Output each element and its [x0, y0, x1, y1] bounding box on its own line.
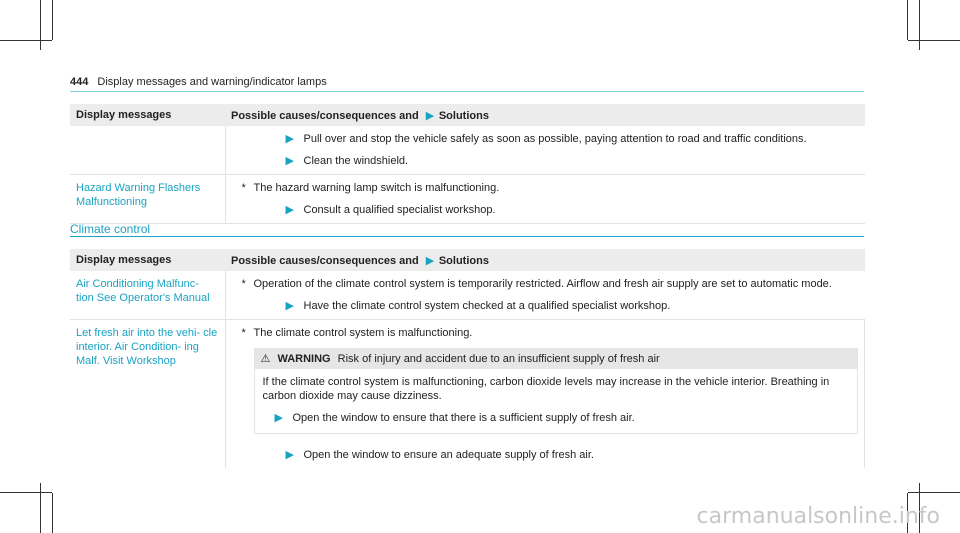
bullet-icon: * — [241, 327, 246, 339]
column-header-causes-text: Possible causes/consequences and — [231, 109, 419, 122]
crop-mark — [908, 40, 960, 41]
step-item — [286, 154, 860, 168]
warning-body — [255, 369, 858, 433]
step-text: Pull over and stop the vehicle safely as soon as possible, paying attention to road and traffic conditions. — [303, 133, 807, 145]
column-header-display-messages: Display messages — [70, 104, 225, 126]
column-header-solutions-text: Solutions — [438, 254, 489, 267]
bullet-icon: * — [241, 278, 246, 290]
arrow-right-icon: ▶ — [285, 155, 294, 167]
bullet-icon: * — [241, 182, 246, 194]
step-text: Clean the windshield. — [303, 155, 409, 167]
arrow-right-icon: ▶ — [285, 133, 294, 145]
crop-mark — [907, 0, 908, 40]
step-item — [242, 299, 859, 313]
display-message-cell: Let fresh air into the vehi- cle interior. Air Condition- ing Malf. Visit Workshop — [70, 320, 225, 469]
arrow-right-icon: ▶ — [425, 109, 435, 122]
crop-mark — [0, 40, 52, 41]
table-row — [70, 175, 865, 224]
table-row — [70, 271, 865, 320]
column-header-causes-text: Possible causes/consequences and — [231, 254, 419, 267]
warning-triangle-icon: ⚠ — [260, 353, 271, 365]
header-divider — [70, 91, 864, 92]
solutions-cell — [225, 271, 865, 320]
messages-table-1 — [70, 104, 865, 224]
cause-text: Operation of the climate control system is temporarily restricted. Airflow and fresh air supply are set to automatic mode. — [253, 278, 832, 290]
page-header — [70, 76, 327, 88]
column-header-causes — [225, 249, 865, 271]
step-item — [263, 411, 850, 425]
arrow-right-icon: ▶ — [425, 254, 435, 267]
crop-mark — [0, 492, 52, 493]
step-text: Have the climate control system checked at a qualified specialist workshop. — [303, 300, 671, 312]
column-header-causes — [225, 104, 865, 126]
solutions-cell — [225, 320, 865, 469]
cause-text: The climate control system is malfunctioning. — [253, 327, 473, 339]
messages-table-2 — [70, 249, 865, 468]
arrow-right-icon: ▶ — [274, 412, 283, 424]
table-row — [70, 320, 865, 469]
cause-item — [242, 181, 860, 195]
section-title: Climate control — [70, 222, 151, 236]
warning-heading: Risk of injury and accident due to an insufficient supply of fresh air — [337, 353, 660, 365]
arrow-right-icon: ▶ — [285, 449, 294, 461]
crop-mark — [52, 0, 53, 40]
cause-item — [242, 277, 859, 291]
crop-mark — [52, 493, 53, 533]
warning-box — [254, 348, 859, 434]
page-header-title: Display messages and warning/indicator lamps — [97, 76, 327, 88]
crop-mark — [40, 483, 41, 533]
column-header-solutions-text: Solutions — [438, 109, 489, 122]
step-text: Open the window to ensure that there is a sufficient supply of fresh air. — [292, 412, 635, 424]
arrow-right-icon: ▶ — [285, 204, 294, 216]
warning-label: WARNING — [277, 353, 331, 365]
cause-item — [242, 326, 859, 340]
column-header-display-messages: Display messages — [70, 249, 225, 271]
display-message-cell: Air Conditioning Malfunc- tion See Operator's Manual — [70, 271, 225, 320]
table-row — [70, 126, 865, 175]
crop-mark — [919, 0, 920, 50]
crop-mark — [908, 492, 960, 493]
step-item — [242, 203, 860, 217]
section-divider — [70, 236, 864, 237]
table-header-row — [70, 249, 865, 271]
table-header-row — [70, 104, 865, 126]
solutions-cell — [225, 126, 865, 175]
step-item — [242, 448, 859, 462]
page-number: 444 — [70, 76, 89, 88]
watermark: carmanualsonline.info — [696, 504, 940, 529]
warning-text: If the climate control system is malfunctioning, carbon dioxide levels may increase in the vehicle interior. Breathing in carbon dioxide may cause dizziness. — [262, 376, 830, 402]
step-text: Open the window to ensure an adequate supply of fresh air. — [303, 449, 594, 461]
solutions-cell — [225, 175, 865, 224]
step-text: Consult a qualified specialist workshop. — [303, 204, 496, 216]
cause-text: The hazard warning lamp switch is malfunctioning. — [253, 182, 500, 194]
warning-header — [255, 349, 858, 369]
step-item — [286, 132, 860, 146]
display-message-cell: Hazard Warning Flashers Malfunctioning — [70, 175, 225, 224]
display-message-cell — [70, 126, 225, 175]
arrow-right-icon: ▶ — [285, 300, 294, 312]
crop-mark — [40, 0, 41, 50]
